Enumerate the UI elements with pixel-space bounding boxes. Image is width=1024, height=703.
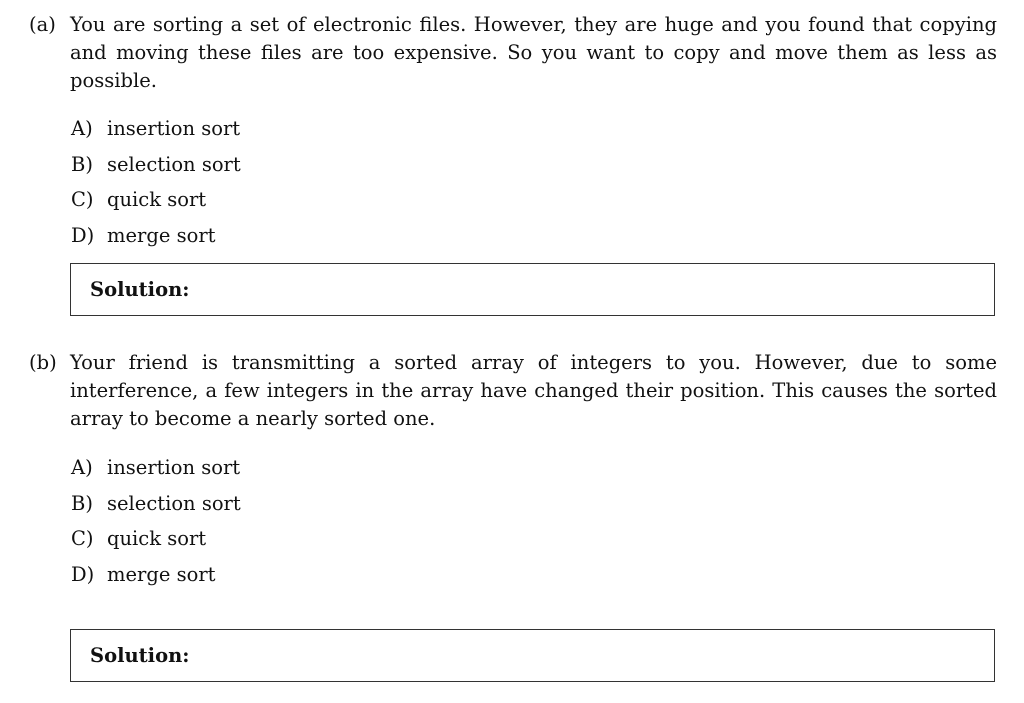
option-letter: D) [71,563,95,587]
solution-box[interactable] [70,263,995,316]
option-text: insertion sort [107,117,241,140]
option-letter: C) [71,527,94,551]
question-b [29,349,997,667]
option-letter: C) [71,188,94,212]
option-b[interactable] [71,147,997,183]
option-b[interactable] [71,486,997,522]
option-c[interactable] [71,521,997,557]
option-text: insertion sort [107,456,241,479]
option-a[interactable] [71,450,997,486]
question-text: Your friend is transmitting a sorted array of integers to you. However, due to some interference, a few integers in the array have changed their position. This causes the sorted array to become a nearly sorted one. [70,351,997,430]
option-text: quick sort [107,188,207,212]
option-letter: D) [71,224,95,248]
option-text: selection sort [107,491,241,515]
question-stem [29,349,997,433]
answer-options [71,450,997,593]
option-text: merge sort [107,563,216,587]
option-d[interactable] [71,557,997,593]
solution-label: Solution: [90,644,190,667]
option-letter: B) [71,152,93,176]
question-label: (b) [29,351,57,374]
answer-options [71,111,997,254]
option-text: selection sort [107,152,241,176]
option-letter: A) [71,456,93,479]
question-label: (a) [29,13,56,36]
question-stem [29,11,997,95]
option-d[interactable] [71,218,997,254]
option-letter: B) [71,491,93,515]
option-a[interactable] [71,111,997,147]
question-text: You are sorting a set of electronic files. However, they are huge and you found that copying and moving these files are too expensive. So you want to copy and move them as less as possible. [70,13,997,92]
option-text: merge sort [107,224,216,248]
question-a [29,11,997,301]
option-c[interactable] [71,182,997,218]
solution-label: Solution: [90,278,190,301]
option-text: quick sort [107,527,207,551]
option-letter: A) [71,117,93,140]
solution-box[interactable] [70,629,995,682]
